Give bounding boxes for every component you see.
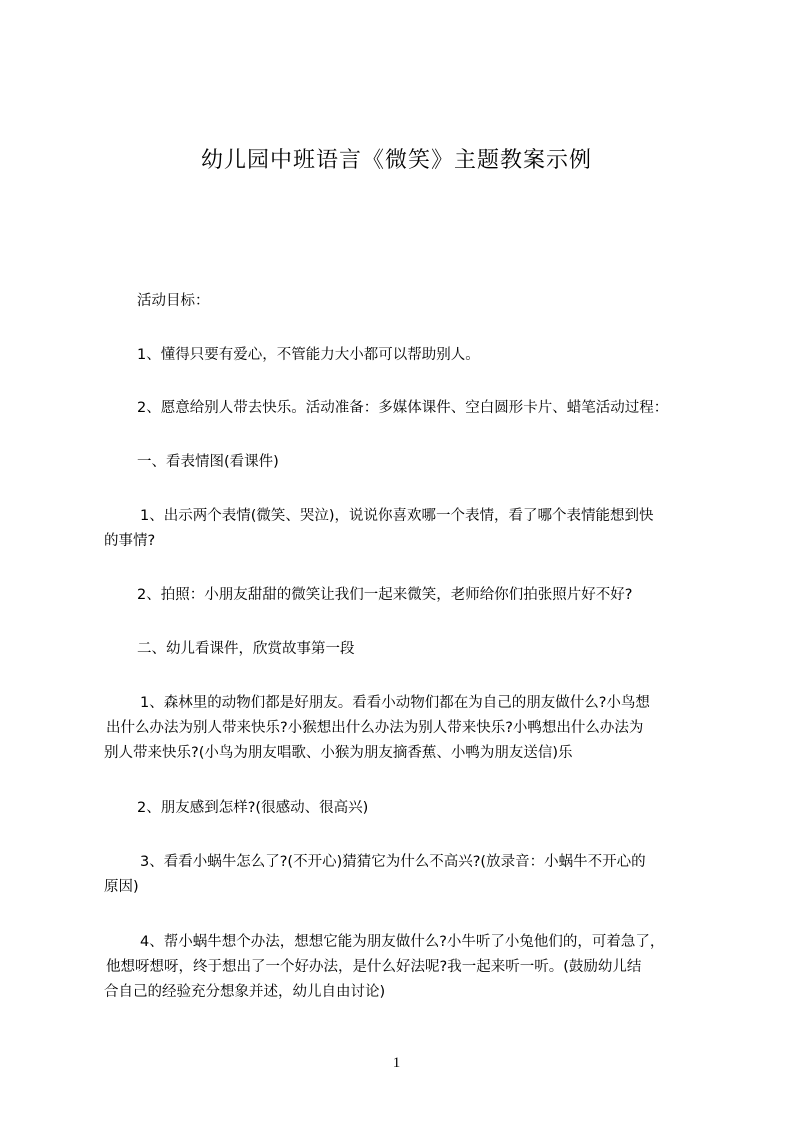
paragraph-line: 1、懂得只要有爱心，不管能力大小都可以帮助别人。 bbox=[137, 347, 480, 363]
paragraph-line: 活动目标： bbox=[137, 293, 210, 309]
paragraph-line: 二、幼儿看课件，欣赏故事第一段 bbox=[137, 641, 355, 657]
paragraph-continuation-line: 出什么办法为别人带来快乐?小猴想出什么办法为别人带来快乐?小鸭想出什么办法为 bbox=[106, 720, 644, 736]
paragraph-line: 2、愿意给别人带去快乐。活动准备：多媒体课件、空白圆形卡片、蜡笔活动过程： bbox=[137, 400, 669, 416]
paragraph-line: 3、看看小蜗牛怎么了?(不开心)猜猜它为什么不高兴?(放录音：小蜗牛不开心的 bbox=[140, 854, 646, 870]
paragraph-line: 一、看表情图(看课件) bbox=[137, 454, 279, 470]
document-title: 幼儿园中班语言《微笑》主题教案示例 bbox=[200, 148, 592, 173]
paragraph-continuation-line: 合自己的经验充分想象并述，幼儿自由讨论) bbox=[104, 984, 386, 1000]
paragraph-continuation-line: 他想呀想呀，终于想出了一个好办法，是什么好法呢?我一起来听一听。(鼓励幼儿结 bbox=[106, 959, 642, 975]
paragraph-line: 1、出示两个表情(微笑、哭泣)，说说你喜欢哪一个表情，看了哪个表情能想到快 bbox=[140, 508, 654, 524]
page-number: 1 bbox=[392, 1055, 401, 1071]
paragraph-line: 2、拍照：小朋友甜甜的微笑让我们一起来微笑，老师给你们拍张照片好不好? bbox=[137, 587, 633, 603]
paragraph-continuation-line: 的事情? bbox=[104, 533, 156, 549]
paragraph-continuation-line: 别人带来快乐?(小鸟为朋友唱歌、小猴为朋友摘香蕉、小鸭为朋友送信)乐 bbox=[104, 745, 573, 761]
paragraph-line: 4、帮小蜗牛想个办法，想想它能为朋友做什么?小牛听了小兔他们的，可着急了， bbox=[140, 934, 665, 950]
paragraph-continuation-line: 原因) bbox=[104, 879, 139, 895]
paragraph-line: 1、森林里的动物们都是好朋友。看看小动物们都在为自己的朋友做什么?小鸟想 bbox=[140, 695, 650, 711]
paragraph-line: 2、朋友感到怎样?(很感动、很高兴) bbox=[137, 800, 369, 816]
